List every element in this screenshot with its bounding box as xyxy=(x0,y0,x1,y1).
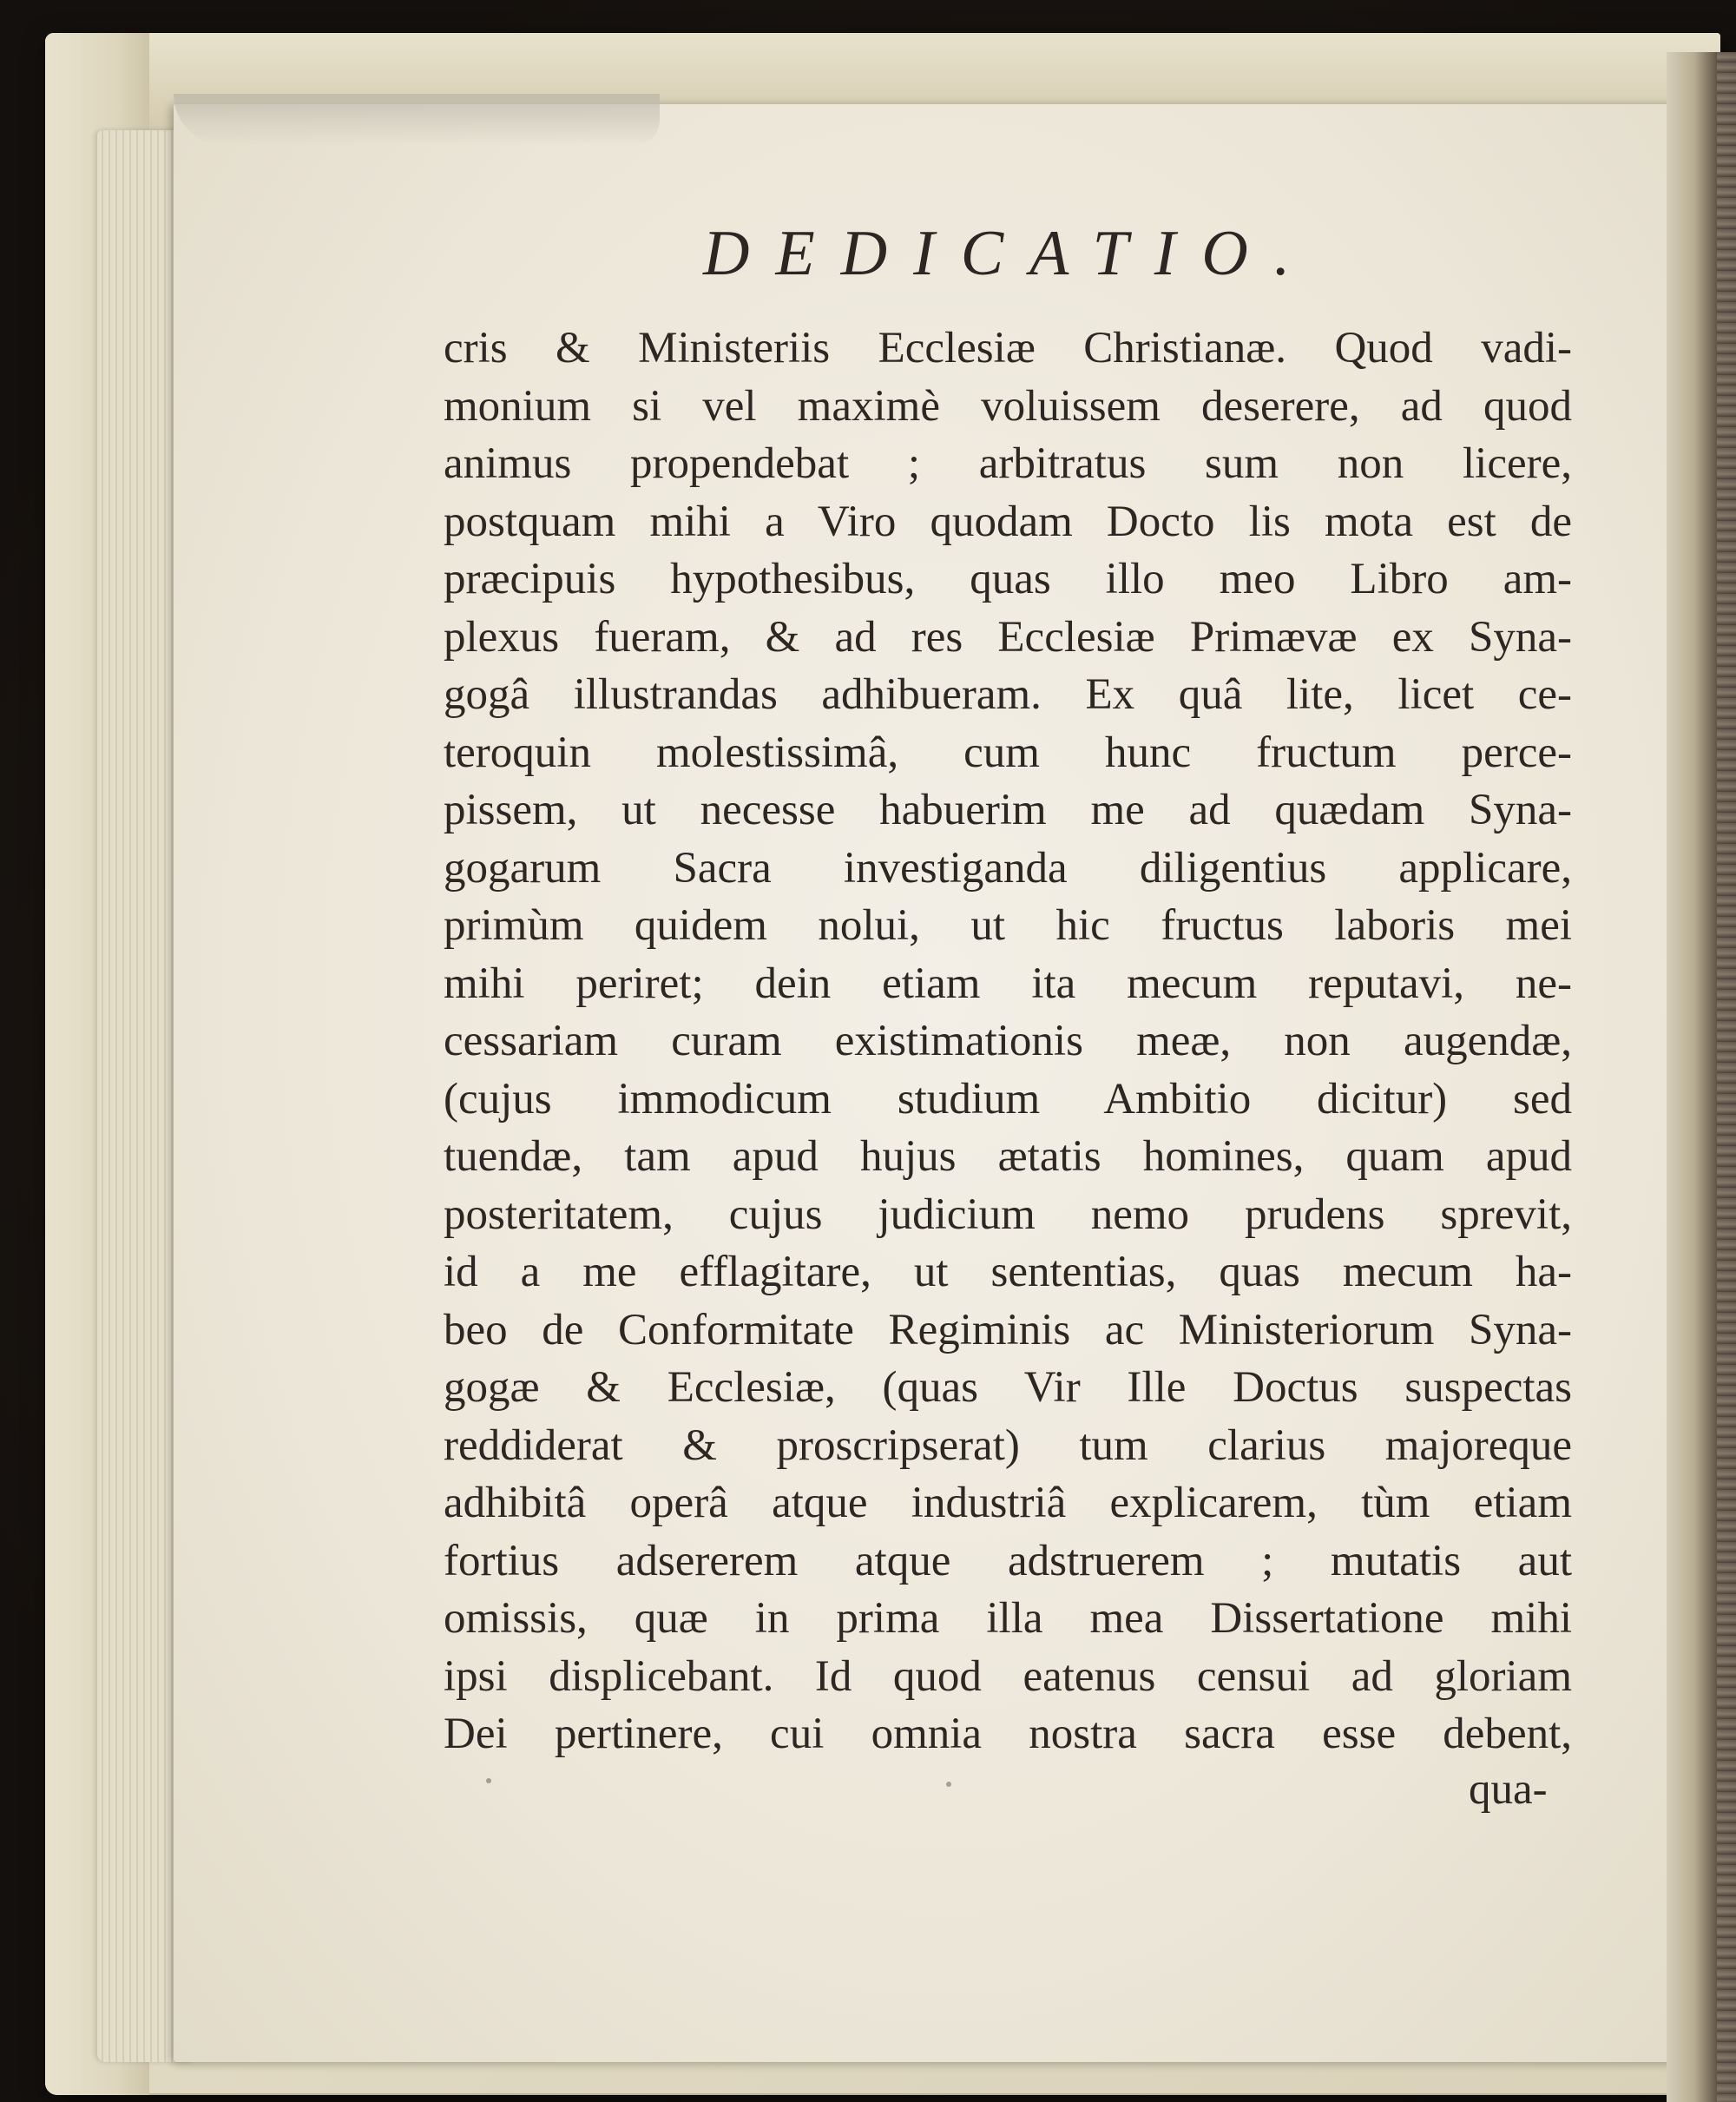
text-line xyxy=(444,493,1572,551)
text-line xyxy=(444,1474,1572,1532)
text-line-content: tuendæ, tam apud hujus ætatis homines, quam apud xyxy=(444,1132,1572,1181)
text-line-content: adhibitâ operâ atque industriâ explicarem, tùm etiam xyxy=(444,1479,1572,1527)
text-line xyxy=(444,1128,1572,1186)
text-line-content: cris & Ministeriis Ecclesiæ Christianæ. Quod vadi- xyxy=(444,324,1572,372)
text-line-content: ipsi displicebant. Id quod eatenus censui ad gloriam xyxy=(444,1651,1572,1701)
text-line-content: primùm quidem nolui, ut hic fructus laboris mei xyxy=(444,901,1572,950)
text-line-content: beo de Conformitate Regiminis ac Ministeriorum Syna- xyxy=(444,1305,1572,1354)
text-line-content: pissem, ut necesse habuerim me ad quædam Syna- xyxy=(444,786,1572,834)
text-line xyxy=(444,320,1572,378)
text-line xyxy=(444,724,1572,782)
catchword: qua- xyxy=(1469,1765,1548,1814)
text-line-content: monium si vel maximè voluissem deserere, ad quod xyxy=(444,381,1572,431)
text-line-content: plexus fueram, & ad res Ecclesiæ Primævæ ex Syna- xyxy=(444,612,1572,662)
text-line xyxy=(444,1648,1572,1706)
text-line-content: animus propendebat ; arbitratus sum non licere, xyxy=(444,439,1572,488)
text-line-content: posteritatem, cujus judicium nemo prudens sprevit, xyxy=(444,1189,1572,1239)
text-line xyxy=(444,378,1572,436)
text-line xyxy=(444,955,1572,1013)
ink-speck xyxy=(486,1778,491,1783)
text-line xyxy=(444,1705,1572,1763)
text-line-content: gogâ illustrandas adhibueram. Ex quâ lite, licet ce- xyxy=(444,670,1572,719)
text-line xyxy=(444,897,1572,955)
running-head: DEDICATIO. xyxy=(703,218,1317,289)
text-line xyxy=(444,781,1572,840)
text-line xyxy=(444,1417,1572,1475)
text-line-content: teroquin molestissimâ, cum hunc fructum perce- xyxy=(444,728,1572,777)
text-line-content: Dei pertinere, cui omnia nostra sacra esse debent, xyxy=(444,1710,1572,1758)
spine-binding xyxy=(1717,52,1736,2102)
body-text xyxy=(444,320,1572,1763)
text-line xyxy=(444,1532,1572,1591)
text-line xyxy=(444,1243,1572,1301)
text-line xyxy=(444,435,1572,493)
text-line-content: omissis, quæ in prima illa mea Dissertatione mihi xyxy=(444,1594,1572,1643)
text-line-content: cessariam curam existimationis meæ, non augendæ, xyxy=(444,1017,1572,1065)
text-line xyxy=(444,1012,1572,1071)
text-line-content: reddiderat & proscripserat) tum clarius majoreque xyxy=(444,1420,1572,1470)
text-line-content: mihi periret; dein etiam ita mecum reputavi, ne- xyxy=(444,959,1572,1008)
text-line xyxy=(444,1590,1572,1648)
text-line xyxy=(444,1359,1572,1417)
text-line xyxy=(444,550,1572,609)
torn-top-edge xyxy=(174,94,660,146)
ink-speck xyxy=(946,1782,951,1787)
text-line xyxy=(444,1186,1572,1244)
text-line xyxy=(444,1301,1572,1360)
text-line xyxy=(444,1071,1572,1129)
text-line xyxy=(444,609,1572,667)
text-line-content: præcipuis hypothesibus, quas illo meo Libro am- xyxy=(444,555,1572,603)
text-line-content: (cujus immodicum studium Ambitio dicitur) sed xyxy=(444,1074,1572,1123)
text-line-content: gogarum Sacra investiganda diligentius applicare, xyxy=(444,843,1572,893)
text-line-content: id a me efflagitare, ut sententias, quas mecum ha- xyxy=(444,1248,1572,1296)
text-line-content: fortius adsererem atque adstruerem ; mutatis aut xyxy=(444,1536,1572,1585)
text-line xyxy=(444,666,1572,724)
text-line-content: postquam mihi a Viro quodam Docto lis mota est de xyxy=(444,497,1572,546)
text-line-content: gogæ & Ecclesiæ, (quas Vir Ille Doctus suspectas xyxy=(444,1363,1572,1412)
text-line xyxy=(444,840,1572,898)
